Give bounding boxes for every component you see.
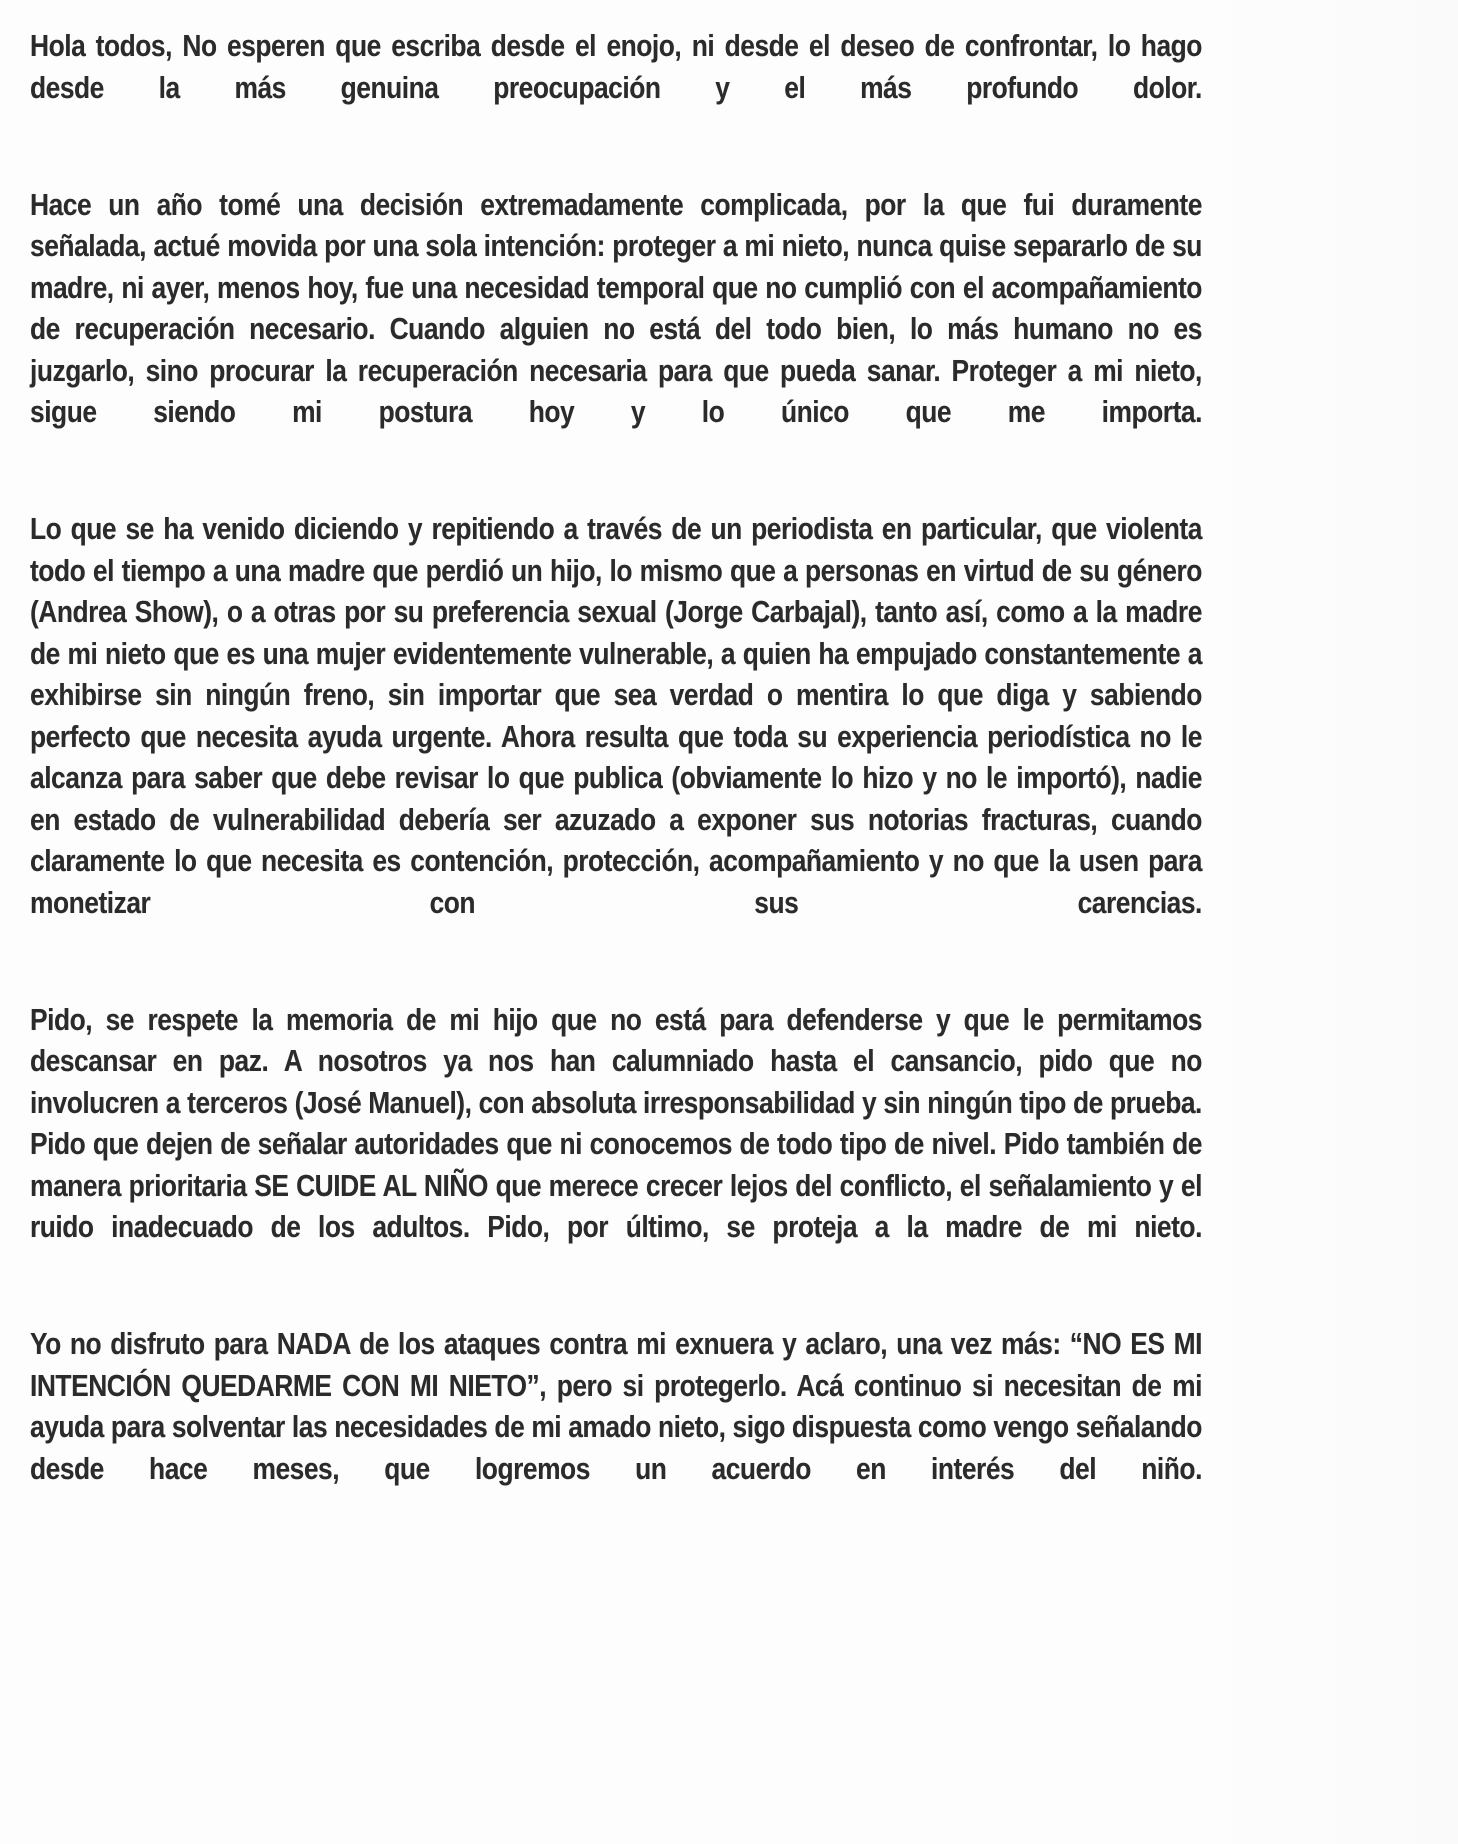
paragraph-decision: Hace un año tomé una decisión extremadamente complicada, por la que fui duramente señalada, actué movida por una sola intención: proteger a mi nieto, nunca quise separarlo de su madre, ni ayer, menos hoy, fue una necesidad temporal que no cumplió con el acompañamiento de recuperación necesario. Cuando alguien no está del todo bien, lo más humano no es juzgarlo, sino procurar la recuperación necesaria para que pueda sanar. Proteger a mi nieto, sigue siendo mi postura hoy y lo único que me importa. [30, 187, 1202, 429]
paragraph-greeting: Hola todos, No esperen que escriba desde el enojo, ni desde el deseo de confrontar, lo hago desde la más genuina preocupación y el más profundo dolor. [30, 29, 1202, 105]
document-body [30, 26, 1202, 1532]
paragraph-requests: Pido, se respete la memoria de mi hijo que no está para defenderse y que le permitamos descansar en paz. A nosotros ya nos han calumniado hasta el cansancio, pido que no involucren a terceros (José Manuel), con absoluta irresponsabilidad y sin ningún tipo de prueba. Pido que dejen de señalar autoridades que ni conocemos de todo tipo de nivel. Pido también de manera prioritaria SE CUIDE AL NIÑO que merece crecer lejos del conflicto, el señalamiento y el ruido inadecuado de los adultos. Pido, por último, se proteja a la madre de mi nieto. [30, 1002, 1202, 1244]
paragraph-journalist: Lo que se ha venido diciendo y repitiendo a través de un periodista en particular, que violenta todo el tiempo a una madre que perdió un hijo, lo mismo que a personas en virtud de su género (Andrea Show), o a otras por su preferencia sexual (Jorge Carbajal), tanto así, como a la madre de mi nieto que es una mujer evidentemente vulnerable, a quien ha empujado constantemente a exhibirse sin ningún freno, sin importar que sea verdad o mentira lo que diga y sabiendo perfecto que necesita ayuda urgente. Ahora resulta que toda su experiencia periodística no le alcanza para saber que debe revisar lo que publica (obviamente lo hizo y no le importó), nadie en estado de vulnerabilidad debería ser azuzado a exponer sus notorias fracturas, cuando claramente lo que necesita es contención, protección, acompañamiento y no que la usen para monetizar con sus carencias. [30, 512, 1202, 920]
paragraph-closing: Yo no disfruto para NADA de los ataques contra mi exnuera y aclaro, una vez más: “NO ES MI INTENCIÓN QUEDARME CON MI NIETO”, pero si protegerlo. Acá continuo si necesitan de mi ayuda para solventar las necesidades de mi amado nieto, sigo dispuesta como vengo señalando desde hace meses, que logremos un acuerdo en interés del niño. [30, 1327, 1202, 1486]
